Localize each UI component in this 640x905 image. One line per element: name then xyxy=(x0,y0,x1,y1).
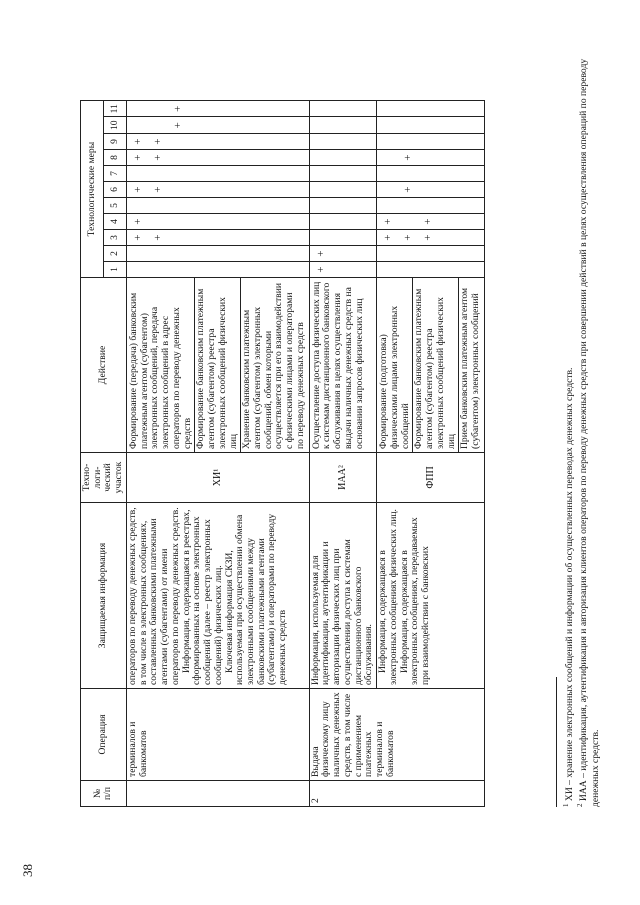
measure-cell xyxy=(309,198,376,214)
action-item: Прием банковским платежным агентом (субагентом) электронных сообщений xyxy=(458,278,482,452)
header-operation: Операция xyxy=(81,689,127,781)
measure-cell xyxy=(309,166,376,182)
header-info: Защищаемая информация xyxy=(81,503,127,689)
measure-col-header: 2 xyxy=(103,246,126,262)
footnote: $^2$ ИАА – идентификация, аутентификация и авторизация клиентов операторов по переводу денежных средств при совершении действий в целях осуществления операций по переводу денежных средств. xyxy=(576,58,602,807)
footnote: $^1$ ХИ – хранение электронных сообщений и информации об осуществленных переводах денежных средств. xyxy=(562,367,576,807)
actions-cell xyxy=(377,278,485,453)
tech-unit-cell: ИАА² xyxy=(309,453,376,503)
measure-cell xyxy=(309,230,376,246)
info-paragraph: Информация, содержащаяся в реестрах, сформированных на основе электронных сообщений (далее – реестр электронных сообщений) физических лиц. xyxy=(180,509,224,685)
measure-col-header: 8 xyxy=(103,150,126,166)
info-cell xyxy=(377,503,485,689)
tech-unit-cell: ФПП xyxy=(377,453,485,503)
measure-cell xyxy=(377,246,485,262)
measure-col-header: 6 xyxy=(103,182,126,198)
info-paragraph: Ключевая информация СКЗИ, используемая при осуществлении обмена электронными сообщениями между банковскими платежными агентами (субагентами) и операторами по переводу денежных средств xyxy=(223,513,289,685)
measure-cell xyxy=(126,262,309,278)
action-item: Формирование (подготовка) физическими лицами электронных сообщений xyxy=(378,305,411,449)
measure-cell: + + xyxy=(377,214,485,230)
measure-cell xyxy=(377,198,485,214)
action-item: Осуществление доступа физических лиц к системам дистанционного банковского обслуживания в целях осуществления выдачи наличных денежных средств на основании запросов физических лиц xyxy=(310,281,365,449)
measure-cell: + xyxy=(126,101,309,117)
measure-col-header: 1 xyxy=(103,262,126,278)
measure-cell: + xyxy=(309,246,376,262)
operation-cell: терминалов и банкоматов xyxy=(126,689,309,781)
measure-cell xyxy=(377,262,485,278)
measure-cell: + + xyxy=(126,150,309,166)
measure-cell xyxy=(126,198,309,214)
measure-cell: + xyxy=(377,182,485,198)
row-num-cell xyxy=(126,781,309,807)
tech-unit-cell: ХИ¹ xyxy=(126,453,309,503)
measure-cell xyxy=(126,166,309,182)
measure-cell xyxy=(309,214,376,230)
measure-cell xyxy=(377,117,485,134)
measure-cell xyxy=(309,117,376,134)
header-measures: Технологические меры xyxy=(81,101,104,278)
action-item: Формирование банковским платежным агентом (субагентом) реестра электронных сообщений физических лиц xyxy=(194,278,240,452)
measure-cell xyxy=(309,134,376,150)
page-number: 38 xyxy=(20,864,35,877)
header-unit: Техно-логи-ческий участок xyxy=(81,453,127,503)
measure-cell xyxy=(309,182,376,198)
row-num-cell: 2 xyxy=(309,781,484,807)
measure-col-header: 11 xyxy=(103,101,126,117)
actions-cell xyxy=(309,278,376,453)
measure-cell: + xyxy=(126,117,309,134)
action-item: Формирование (передача) банковским платежным агентом (субагентом) электронных сообщений, передача электронных сообщений в адрес операторов по переводу денежных средств xyxy=(127,292,193,449)
measure-cell: + xyxy=(309,262,376,278)
footnotes xyxy=(562,47,602,807)
measure-col-header: 4 xyxy=(103,214,126,230)
header-action: Действие xyxy=(81,278,127,453)
header-num: № п/п xyxy=(81,781,127,807)
measure-cell: + + + xyxy=(377,230,485,246)
measure-cell: + + xyxy=(126,230,309,246)
measure-cell: + + xyxy=(126,134,309,150)
measure-cell xyxy=(309,101,376,117)
measure-cell: + xyxy=(377,150,485,166)
action-item: Формирование банковским платежным агентом (субагентом) реестра электронных сообщений физических лиц xyxy=(412,278,458,452)
info-paragraph: Информация, используемая для идентификации, аутентификации и авторизации физических лиц при осуществлении доступа к системам дистанционного банковского обслуживания. xyxy=(309,539,375,685)
info-paragraph: Информация, содержащаяся в электронных сообщениях физических лиц. xyxy=(377,509,399,685)
table-row xyxy=(126,101,309,807)
info-cell xyxy=(309,503,376,689)
table-row xyxy=(309,101,376,807)
measure-col-header: 9 xyxy=(103,134,126,150)
measure-cell xyxy=(377,101,485,117)
measure-cell xyxy=(377,166,485,182)
info-paragraph: Информация, содержащаяся в электронных сообщениях, передаваемых при взаимодействии с банковских xyxy=(398,517,432,685)
measure-cell xyxy=(309,150,376,166)
measure-col-header: 10 xyxy=(103,117,126,134)
info-paragraph: операторов по переводу денежных средств, в том числе в электронных сообщениях, составленных банковскими платежными агентами (субагентами) от имени операторов по переводу денежных средств. xyxy=(126,507,181,685)
measure-col-header: 5 xyxy=(103,198,126,214)
footnote-separator xyxy=(556,677,557,807)
measure-cell xyxy=(377,134,485,150)
measure-cell: + xyxy=(126,214,309,230)
measure-cell xyxy=(126,246,309,262)
measure-cell: + + xyxy=(126,182,309,198)
info-cell xyxy=(126,503,309,689)
measure-col-header: 3 xyxy=(103,230,126,246)
operation-cell: Выдача физическому лицу наличных денежных средств, в том числе с применением платежных терминалов и банкоматов xyxy=(309,689,484,781)
actions-cell xyxy=(126,278,309,453)
technology-measures-table xyxy=(80,100,485,807)
action-item: Хранение банковским платежным агентом (субагентом) электронных сообщений, обмен которыми осуществляется при его взаимодействии с физическими лицами и операторами по переводу денежных средств xyxy=(240,278,307,452)
measure-col-header: 7 xyxy=(103,166,126,182)
